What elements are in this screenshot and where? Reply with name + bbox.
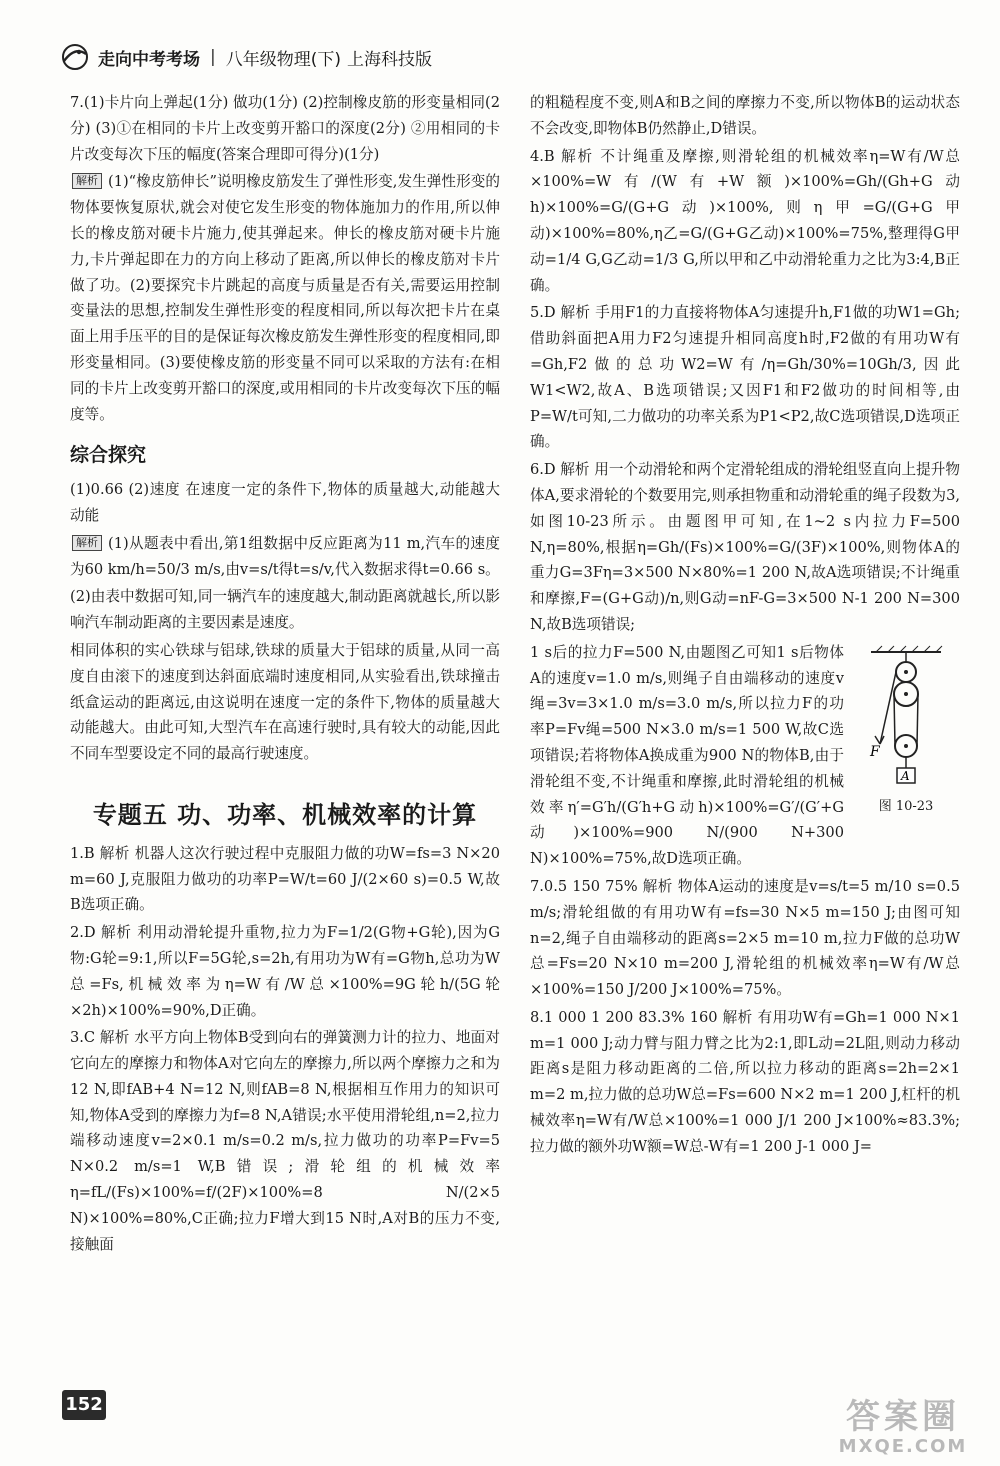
figure-caption: 图 10-23 bbox=[878, 798, 934, 814]
q4-solution: 4.B 解析 不计绳重及摩擦,则滑轮组的机械效率η=W有/W总×100%=W有/(W有+W额)×100%=Gh/(Gh+G动h)×100%=G/(G+G动)×100%,则η甲=G/(G+G甲动)×100%=80%,η乙=G/(G+G乙动)×100%=75%,整理得G甲动=1/4 G,G乙动=1/3 G,所以甲和乙中动滑轮重力之比为3:4,B正确。 bbox=[530, 147, 960, 294]
header-divider: | bbox=[210, 47, 216, 67]
zh-answer: (1)0.66 (2)速度 在速度一定的条件下,物体的质量越大,动能越大 动能 bbox=[70, 481, 500, 524]
q7-analysis bbox=[70, 169, 500, 427]
analysis-tag: 解析 bbox=[72, 173, 102, 189]
analysis-tag: 解析 bbox=[72, 535, 102, 551]
publisher-name: 上海科技版 bbox=[347, 49, 432, 70]
q7-solution: 7.0.5 150 75% 解析 物体A运动的速度是v=s/t=5 m/10 s=0.5 m/s;滑轮组做的有用功W有=fs=30 N×5 m=150 J;由图可知n=2,绳子自由端移动的距离s=2×5 m=10 m,拉力F做的总功W总=Fs=20 N×10 m=200 J,滑轮组的机械效率η=W有/W总×100%=150 J/200 J×100%=75%。 bbox=[530, 877, 960, 999]
q3-solution: 3.C 解析 水平方向上物体B受到向右的弹簧测力计的拉力、地面对它向左的摩擦力和物体A对它向左的摩擦力,所以两个摩擦力之和为12 N,即fAB+4 N=12 N,则fAB=8 N,根据相互作用力的知识可知,物体A受到的摩擦力为f=8 N,A错误;水平使用滑轮组,n=2,拉力端移动速度v=2×0.1 m/s=0.2 m/s,拉力做功的功率P=Fv=5 N×0.2 m/s=1 W,B错误;滑轮组的机械效率η=fL/(Fs)×100%=f/(2F)×100%=8 N/(2×5 N)×100%=80%,C正确;拉力F增大到15 N时,A对B的压力不变,接触面 bbox=[70, 1029, 500, 1253]
page-header bbox=[58, 38, 958, 76]
book-title: 八年级物理(下) bbox=[225, 49, 341, 70]
object-label: A bbox=[901, 768, 910, 783]
logo-icon bbox=[58, 42, 92, 72]
q6-solution-part1: 6.D 解析 用一个动滑轮和两个定滑轮组成的滑轮组竖直向上提升物体A,要求滑轮的个数要用完,则承担物重和动滑轮重的绳子段数为3,如图10-23所示。由题图甲可知,在1~2 s内拉力F=500 N,η=80%,根据η=Gh/(Fs)×100%=G/(3F)×100%,则物体A的重力G=3Fη=3×500 N×80%=1 200 N,故A选项错误;不计绳重和摩擦,F=(G+G动)/n,则G动=nF-G=3×500 N-1 200 N=300 N,故B选项错误; bbox=[530, 461, 960, 633]
q5-solution: 5.D 解析 手用F1的力直接将物体A匀速提升h,F1做的功W1=Gh;借助斜面把A用力F2匀速提升相同高度h时,F2做的有用功W有=Gh,F2做的总功W2=W有/η=Gh/30%=10Gh/3,因此W1<W2,故A、B选项错误;又因F1和F2做功的时间相等,由P=W/t可知,二力做功的功率关系为P1<P2,故C选项错误,D选项正确。 bbox=[530, 304, 960, 451]
brand-title: 走向中考考场 bbox=[98, 49, 200, 70]
page-number: 152 bbox=[62, 1390, 106, 1420]
watermark bbox=[828, 1398, 978, 1456]
left-column bbox=[70, 90, 500, 1259]
watermark-site: MXQE.COM bbox=[838, 1436, 968, 1457]
watermark-title: 答案圈 bbox=[846, 1397, 960, 1437]
q7-analysis-text: (1)“橡皮筋伸长”说明橡皮筋发生了弹性形变,发生弹性形变的物体要恢复原状,就会对使它发生形变的物体施加力的作用,所以伸长的橡皮筋对硬卡片施力,使其弹起来。伸长的橡皮筋对硬卡片施力,卡片弹起即在力的方向上移动了距离,所以伸长的橡皮筋对卡片做了功。(2)要探究卡片跳起的高度与质量是否有关,需要运用控制变量法的思想,控制发生弹性形变的程度相同,所以每次把卡片在桌面上用手压平的目的是保证每次橡皮筋发生弹性形变的程度相同,即形变量相同。(3)要使橡皮筋的形变量不同可以采取的方法有:在相同的卡片上改变剪开豁口的深度,或用相同的卡片改变每次下压的幅度等。 bbox=[70, 173, 500, 423]
q1-solution: 1.B 解析 机器人这次行驶过程中克服阻力做的功W=fs=3 N×20 m=60 J,克服阻力做功的功率P=W/t=60 J/(2×60 s)=0.5 W,故B选项正确。 bbox=[70, 844, 500, 914]
section-title: 综合探究 bbox=[70, 444, 147, 467]
zh-analysis bbox=[70, 531, 500, 583]
q7-answer: 7.(1)卡片向上弹起(1分) 做功(1分) (2)控制橡皮筋的形变量相同(2分) (3)①在相同的卡片上改变剪开豁口的深度(2分) ②用相同的卡片改变每次下压的幅度(答案合理即可得分)(1分) bbox=[70, 94, 500, 163]
zh-analysis-text: (1)从题表中看出,第1组数据中反应距离为11 m,汽车的速度为60 km/h=50/3 m/s,由v=s/t得t=s/v,代入数据求得t=0.66 s。 bbox=[70, 534, 500, 578]
q3-continuation: 的粗糙程度不变,则A和B之间的摩擦力不变,所以物体B的运动状态不会改变,即物体B仍然静止,D错误。 bbox=[530, 94, 960, 137]
topic-title: 专题五 功、功率、机械效率的计算 bbox=[92, 800, 478, 829]
figure-10-23 bbox=[852, 644, 960, 820]
q2-solution: 2.D 解析 利用动滑轮提升重物,拉力为F=1/2(G物+G轮),因为G物:G轮=9:1,所以F=5G轮,s=2h,有用功为W有=G物h,总功为W总=Fs,机械效率为η=W有/W总×100%=9G轮h/(5G轮×2h)×100%=90%,D正确。 bbox=[70, 924, 500, 1019]
zh-paragraph: (2)由表中数据可知,同一辆汽车的速度越大,制动距离就越长,所以影响汽车制动距离的主要因素是速度。 bbox=[70, 588, 500, 632]
q8-solution: 8.1 000 1 200 83.3% 160 解析 有用功W有=Gh=1 000 N×1 m=1 000 J;动力臂与阻力臂之比为2:1,即L动=2L阻,则动力移动距离s是阻力移动距离的二倍,所以拉力移动的距离s=2h=2×1 m=2 m,拉力做的总功W总=Fs=600 N×2 m=1 200 J,杠杆的机械效率η=W有/W总×100%=1 000 J/1 200 J×100%≈83.3%;拉力做的额外功W额=W总-W有=1 200 J-1 000 J= bbox=[530, 1008, 960, 1155]
q6-solution-part2: 1 s后的拉力F=500 N,由题图乙可知1 s后物体A的速度v=1.0 m/s,则绳子自由端移动的速度v绳=3v=3×1.0 m/s=3.0 m/s,所以拉力F的功率P=Fv绳=500 N×3.0 m/s=1 500 W,故C选项错误;若将物体A换成重为900 N的物体B,由于滑轮组不变,不计绳重和摩擦,此时滑轮组的机械效率η′=G′h/(G′h+G动h)×100%=G′/(G′+G动)×100%=900 N/(900 N+300 N)×100%=75%,故D选项正确。 bbox=[530, 643, 844, 868]
force-label: F bbox=[870, 743, 880, 760]
right-column bbox=[530, 90, 960, 1162]
zh-paragraph: 相同体积的实心铁球与铝球,铁球的质量大于铝球的质量,从同一高度自由滚下的速度到达斜面底端时速度相同,从实验看出,铁球撞击纸盒运动的距离远,由这说明在速度一定的条件下,物体的质量越大动能越大。由此可知,大型汽车在高速行驶时,具有较大的动能,因此不同车型要设定不同的最高行驶速度。 bbox=[70, 641, 500, 763]
pulley-diagram bbox=[856, 644, 956, 794]
